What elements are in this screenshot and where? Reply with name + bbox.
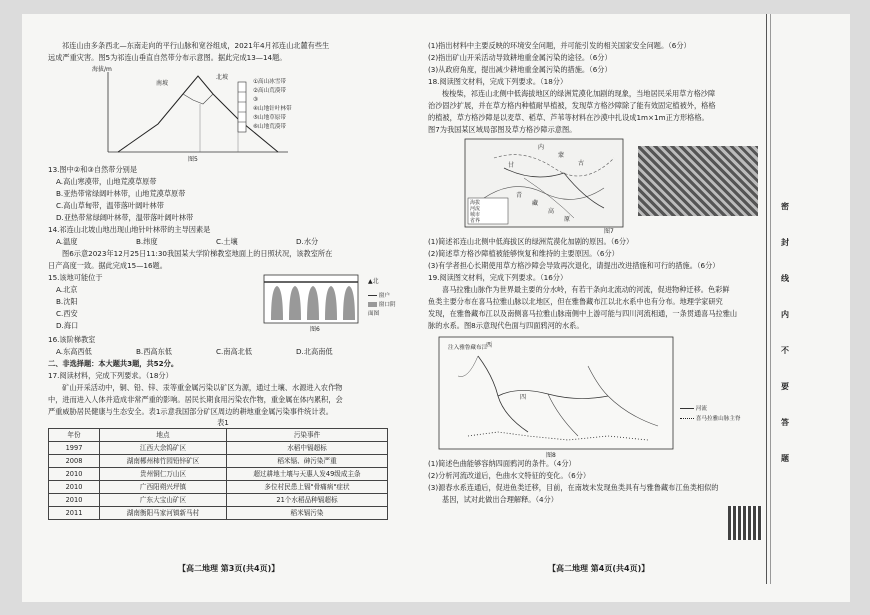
intro-line: 祁连山由多条西北—东南走向的平行山脉和宽谷组成，2021年4月祁连山北麓有些生 xyxy=(62,41,330,50)
table-cell: 2008 xyxy=(49,455,100,468)
table-caption: 表1 xyxy=(217,418,229,427)
table-cell: 江西大余钨矿区 xyxy=(100,442,227,455)
seal-char: 题 xyxy=(781,454,789,463)
option: C.土壤 xyxy=(216,237,238,246)
question-16: 16.该阶梯教室 xyxy=(48,335,96,344)
question-13: 13.图中②和③自然带分别是 xyxy=(48,165,138,174)
table-cell: 稻米镉污染 xyxy=(227,507,388,520)
seal-char: 要 xyxy=(781,382,789,391)
fig6-caption: 图6 xyxy=(310,326,320,333)
option: C.高山草甸带，温带落叶阔叶林带 xyxy=(56,201,164,210)
fig6-legend xyxy=(368,292,398,319)
table-row xyxy=(49,494,388,507)
seal-char: 答 xyxy=(781,418,789,427)
legend-label: 窗户 xyxy=(378,293,390,299)
figure-6 xyxy=(48,272,398,334)
left-page xyxy=(48,40,398,520)
q18-text: 梭梭柴，祁连山北侧中低海拔地区的绿洲荒漠化加剧的现象，当地居民采用草方格沙障 xyxy=(442,89,716,98)
table-header: 污染事件 xyxy=(227,429,388,442)
table-cell: 2011 xyxy=(49,507,100,520)
map-label: 古 xyxy=(578,160,585,167)
figure-6-diagram xyxy=(263,274,359,326)
option: D.海口 xyxy=(56,321,79,330)
map-label: 甘 xyxy=(508,162,515,169)
table-cell: 21个水稻品种镉超标 xyxy=(227,494,388,507)
question-18: 18.阅读图文材料，完成下列要求。（18分） xyxy=(428,77,568,86)
q18-item: (2)简述草方格沙障植被能够恢复和维持的主要原因。（6分） xyxy=(428,249,619,258)
legend-item: ⑥山地荒漠带 xyxy=(253,124,286,130)
table-row xyxy=(49,442,388,455)
legend-item: 城市 xyxy=(470,212,481,218)
fig5-north: 北坡 xyxy=(216,74,229,81)
fig8-label: 四 xyxy=(520,394,527,401)
figure-8 xyxy=(428,332,770,458)
q15-block xyxy=(48,272,103,332)
q18-text: 图7为我国某区域局部图及草方格沙障示意图。 xyxy=(428,125,577,134)
map-label: 内 xyxy=(538,144,545,151)
option: D.水分 xyxy=(296,237,319,246)
fig5-south: 南坡 xyxy=(156,80,169,87)
table-cell: 1997 xyxy=(49,442,100,455)
legend-window xyxy=(368,292,398,301)
option: B.沈阳 xyxy=(56,297,78,306)
q19-text: 喜马拉雅山脉作为世界最主要的分水岭，有若干条向北流动的河流，促进物种迁移。色彩鲜 xyxy=(442,285,730,294)
table-row xyxy=(49,468,388,481)
fig5-legend xyxy=(253,78,292,132)
q18-item: (3)有学者担心长期使用草方格沙障会导致再次退化，请提出改进措施和可行的措施。（6分） xyxy=(428,261,720,270)
fig8-legend xyxy=(680,404,741,424)
figure-7 xyxy=(428,136,770,236)
legend-item: ④山地针叶林带 xyxy=(253,106,292,112)
question-17: 17.阅读材料，完成下列要求。（18分） xyxy=(48,371,173,380)
figure-5-diagram xyxy=(88,64,328,164)
fig6-intro: 图6示意2023年12月25日11:30我国某大学阶梯教室地面上的日照状况，该教室所在 xyxy=(62,249,333,258)
q19-text: 鱼类主要分布在喜马拉雅山脉以北地区，但在雅鲁藏布江以北水系中也有分布。地理学家研究 xyxy=(428,297,723,306)
option: A.北京 xyxy=(56,285,78,294)
table-body xyxy=(49,442,388,520)
map-label: 高 xyxy=(548,208,555,215)
option: A.高山寒漠带，山地荒漠草原带 xyxy=(56,177,157,186)
legend-shadow xyxy=(368,301,398,319)
fig8-label: 注入雅鲁藏布江 xyxy=(448,345,488,351)
fig8-caption: 图8 xyxy=(546,452,556,459)
question-19: 19.阅读图文材料，完成下列要求。（16分） xyxy=(428,273,568,282)
table-row xyxy=(49,481,388,494)
intro-line: 远成严重灾害。图5为祁连山垂直自然带分布示意图。据此完成13—14题。 xyxy=(48,53,287,62)
q17-item: (1)指出材料中主要反映的环境安全问题，并可能引发的相关国家安全问题。（6分） xyxy=(428,41,691,50)
legend-label: 河流 xyxy=(695,406,707,412)
seal-char: 内 xyxy=(781,310,789,319)
table-cell: 水稻中镉超标 xyxy=(227,442,388,455)
q19-item: (3)源春水系连通后，促进鱼类迁移，目前，在南坡未发现鱼类具有与雅鲁藏布江鱼类相似的 xyxy=(428,483,719,492)
table-cell: 稻米镉、砷污染严重 xyxy=(227,455,388,468)
legend-label: 喜马拉雅山脉主脊 xyxy=(695,416,741,422)
footer-left: 【高二地理 第3页(共4页)】 xyxy=(178,564,280,573)
q19-text: 发现，在雅鲁藏布江以及南侧喜马拉雅山脉南侧中上游可能与四川河流相通，一条贯通喜马拉雅山 xyxy=(428,309,738,318)
straw-checkerboard-photo xyxy=(638,146,758,216)
map-label: 蒙 xyxy=(558,152,565,159)
legend-item: 河流 xyxy=(470,206,481,212)
legend-item: 省界 xyxy=(470,218,481,224)
qr-code xyxy=(728,506,762,540)
table-cell: 2010 xyxy=(49,494,100,507)
map-label: 原 xyxy=(564,216,571,223)
table-cell: 广东大宝山矿区 xyxy=(100,494,227,507)
question-15: 15.该地可能位于 xyxy=(48,273,103,282)
seal-line-text xyxy=(778,200,792,488)
option: B.纬度 xyxy=(136,237,158,246)
q17-text: 矿山开采活动中，铜、铅、锌、汞等重金属污染以矿区为源，通过土壤、水源进入农作物 xyxy=(62,383,343,392)
fig7-legend xyxy=(470,200,480,224)
pollution-table xyxy=(48,428,388,520)
options-row xyxy=(48,236,398,248)
q19-item: 基因，试对此做出合理解释。（4分） xyxy=(442,495,558,504)
table-cell: 2010 xyxy=(49,481,100,494)
option: D.北高南低 xyxy=(296,347,333,356)
table-cell: 广西阳朔兴坪镇 xyxy=(100,481,227,494)
q18-text: 的植被，草方格沙障是以麦草、稻草、芦苇等材料在沙漠中扎设成1m×1m正方形格格。 xyxy=(428,113,709,122)
seal-char: 封 xyxy=(781,238,789,247)
table-header: 年份 xyxy=(49,429,100,442)
table-header-row xyxy=(49,429,388,442)
table-row xyxy=(49,507,388,520)
q17-item: (2)指出矿山开采活动导致耕地重金属污染的途径。（6分） xyxy=(428,53,612,62)
q19-text: 脉的水系。图8示意现代色面与四面鸦河的水系。 xyxy=(428,321,584,330)
option: B.西高东低 xyxy=(136,347,172,356)
q17-text: 严重威胁居民健康与生态安全。表1示意我国部分矿区周边的耕地重金属污染事件统计表。 xyxy=(48,407,333,416)
right-page xyxy=(428,40,770,506)
table-row xyxy=(49,455,388,468)
q17-item: (3)从政府角度，提出减少耕地重金属污染的措施。（6分） xyxy=(428,65,612,74)
table-cell: 多位村民患上镉"骨痛病"症状 xyxy=(227,481,388,494)
legend-item: ③ xyxy=(253,97,259,103)
option: A.东高西低 xyxy=(56,347,92,356)
figure-5 xyxy=(48,64,398,164)
legend-ridge xyxy=(680,414,741,424)
legend-item: ⑤山地草原带 xyxy=(253,115,286,121)
table-cell: 湖南郴州柿竹园铅锌矿区 xyxy=(100,455,227,468)
fig8-label: 西 xyxy=(486,342,493,349)
fig6-north: ▲北 xyxy=(368,278,379,285)
option: C.南高北低 xyxy=(216,347,253,356)
legend-river xyxy=(680,404,741,414)
options-row xyxy=(48,346,398,358)
fig5-caption: 图5 xyxy=(188,156,198,163)
option: A.温度 xyxy=(56,237,78,246)
map-label: 青 xyxy=(516,192,523,199)
fig7-caption: 图7 xyxy=(604,228,614,235)
footer-right: 【高二地理 第4页(共4页)】 xyxy=(548,564,650,573)
table-header: 地点 xyxy=(100,429,227,442)
q18-item: (1)简述祁连山北侧中低海拔区的绿洲荒漠化加剧的原因。（6分） xyxy=(428,237,634,246)
binding-line xyxy=(766,14,767,584)
table-cell: 超过耕地土壤与天惠人发49级成主条 xyxy=(227,468,388,481)
fig5-ylabel: 海拔/m xyxy=(92,66,112,73)
question-14: 14.祁连山北坡山地出现山地针叶林带的主导因素是 xyxy=(48,225,211,234)
binding-line xyxy=(770,14,771,584)
q17-text: 中，进而进入人体并造成非常严重的影响。居民长期食用污染农作物，重金属在体内累积，会 xyxy=(48,395,343,404)
q19-item: (2)分析河流改道后，色曲水文特征的变化。（6分） xyxy=(428,471,591,480)
seal-char: 线 xyxy=(781,274,789,283)
legend-item: 海拔 xyxy=(470,200,481,206)
section-title: 二、非选择题：本大题共3题，共52分。 xyxy=(48,359,179,368)
legend-item: ②高山荒漠带 xyxy=(253,88,286,94)
table-cell: 贵州铜仁万山区 xyxy=(100,468,227,481)
seal-char: 不 xyxy=(781,346,789,355)
option: D.亚热带常绿阔叶林带，温带落叶阔叶林带 xyxy=(56,213,194,222)
table-cell: 湖南衡阳马家河镇新马村 xyxy=(100,507,227,520)
q18-text: 治沙固沙扩展，并在草方格内种植耐旱植被，发现草方格沙障除了能有效固定植被外，格格 xyxy=(428,101,716,110)
seal-char: 密 xyxy=(781,202,789,211)
fig6-intro: 日产高度一致。据此完成15—16题。 xyxy=(48,261,167,270)
legend-item: ①高山冰雪带 xyxy=(253,79,286,85)
q19-item: (1)简述色曲能够容纳四面鸦河的条件。（4分） xyxy=(428,459,576,468)
map-label: 藏 xyxy=(532,200,539,207)
option: C.西安 xyxy=(56,309,78,318)
legend-label: 窗口阴面图 xyxy=(368,302,396,317)
table-cell: 2010 xyxy=(49,468,100,481)
option: B.亚热带常绿阔叶林带，山地荒漠草原带 xyxy=(56,189,186,198)
